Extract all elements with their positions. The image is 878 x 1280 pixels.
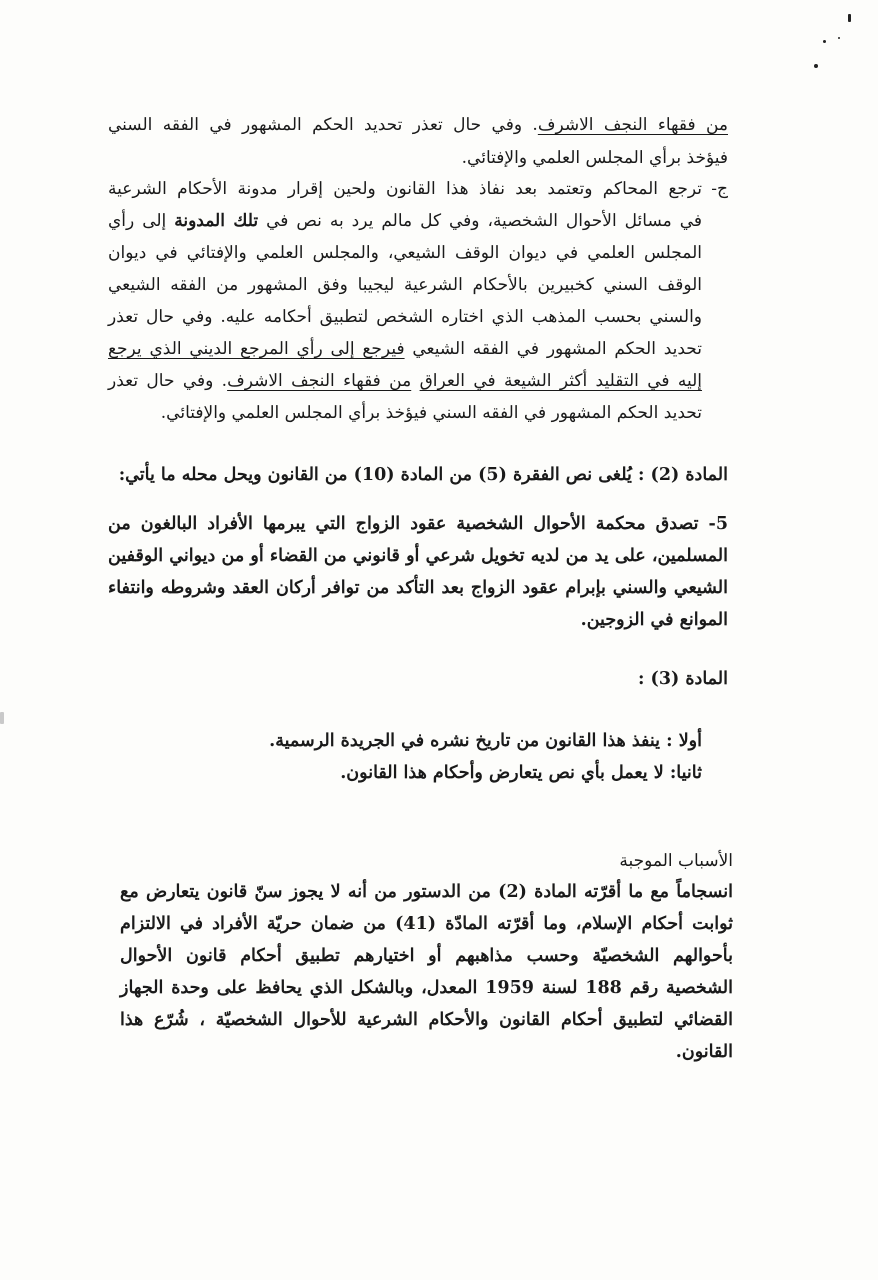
scan-speck xyxy=(814,64,818,68)
article-3-item-first: أولا : ينفذ هذا القانون من تاريخ نشره في الجريدة الرسمية. xyxy=(269,731,702,751)
paragraph-line: المجلس العلمي في ديوان الوقف الشيعي، والمجلس العلمي والإفتائي في ديوان xyxy=(108,243,702,263)
paragraph-line: الموانع في الزوجين. xyxy=(580,610,728,630)
paragraph-line: 5- تصدق محكمة الأحوال الشخصية عقود الزواج التي يبرمها الأفراد البالغون من xyxy=(108,514,728,534)
list-marker: ج- xyxy=(711,179,728,199)
scan-speck xyxy=(823,40,826,43)
underlined-text: فيرجع إلى رأي المرجع الديني الذي يرجع xyxy=(108,339,405,359)
article-2-heading: المادة (2) : يُلغى نص الفقرة (5) من المادة (10) من القانون ويحل محله ما يأتي: xyxy=(118,465,728,485)
paragraph-line: بأحوالهم الشخصيّة وحسب مذاهبهم أو اختيارهم تطبيق أحكام قانون الأحوال xyxy=(120,946,733,966)
article-3-item-second: ثانيا: لا يعمل بأي نص يتعارض وأحكام هذا القانون. xyxy=(340,763,702,783)
paragraph-line: تحديد الحكم المشهور في الفقه الشيعي فيرجع إلى رأي المرجع الديني الذي يرجع xyxy=(108,339,702,359)
reasons-title: الأسباب الموجبة xyxy=(619,851,733,871)
article-3-heading: المادة (3) : xyxy=(637,669,728,689)
paragraph-line: من فقهاء النجف الاشرف. وفي حال تعذر تحديد الحكم المشهور في الفقه السني xyxy=(108,115,728,135)
underlined-text: من فقهاء النجف الاشرف xyxy=(537,115,728,135)
underlined-text: من فقهاء النجف الاشرف xyxy=(227,371,412,391)
bold-text: تلك المدونة xyxy=(174,211,259,231)
underlined-text: إليه في التقليد أكثر الشيعة في العراق xyxy=(419,371,703,391)
scan-speck xyxy=(0,712,4,724)
paragraph-line: ترجع المحاكم وتعتمد بعد نفاذ هذا القانون ولحين إقرار مدونة الأحكام الشرعية xyxy=(108,179,702,199)
scan-speck xyxy=(848,14,851,22)
paragraph-line: والسني بحسب المذهب الذي اختاره الشخص لتطبيق أحكامه عليه. وفي حال تعذر xyxy=(108,307,702,327)
paragraph-line: إليه في التقليد أكثر الشيعة في العراق من فقهاء النجف الاشرف. وفي حال تعذر xyxy=(108,371,703,391)
paragraph-line: القضائي لتطبيق أحكام القانون والأحكام الشرعية للأحوال الشخصيّة ، شُرّع هذا xyxy=(120,1010,733,1030)
paragraph-line: في مسائل الأحوال الشخصية، وفي كل مالم يرد به نص في تلك المدونة إلى رأي xyxy=(108,211,702,231)
paragraph-line: القانون. xyxy=(675,1042,733,1062)
paragraph-line: الشخصية رقم 188 لسنة 1959 المعدل، وبالشكل الذي يحافظ على وحدة الجهاز xyxy=(120,978,734,998)
scan-speck xyxy=(838,37,840,39)
paragraph-line: الشيعي والسني بإبرام عقود الزواج بعد التأكد من توافر أركان العقد وشروطه وانتفاء xyxy=(108,578,728,598)
paragraph-line: انسجاماً مع ما أقرّته المادة (2) من الدستور من أنه لا يجوز سنّ قانون يتعارض مع xyxy=(120,882,733,902)
paragraph-line: فيؤخذ برأي المجلس العلمي والإفتائي. xyxy=(461,148,728,168)
paragraph-line: ثوابت أحكام الإسلام، وما أقرّته المادّة (41) من ضمان حريّة الأفراد في الالتزام xyxy=(120,914,733,934)
paragraph-line: المسلمين، على يد من لديه تخويل شرعي أو قانوني من القضاء أو من ديواني الوقفين xyxy=(108,546,728,566)
paragraph-line: الوقف السني كخبيرين بالأحكام الشرعية ليجيبا وفق المشهور من الفقه الشيعي xyxy=(108,275,702,295)
paragraph-line: تحديد الحكم المشهور في الفقه السني فيؤخذ برأي المجلس العلمي والإفتائي. xyxy=(160,403,702,423)
